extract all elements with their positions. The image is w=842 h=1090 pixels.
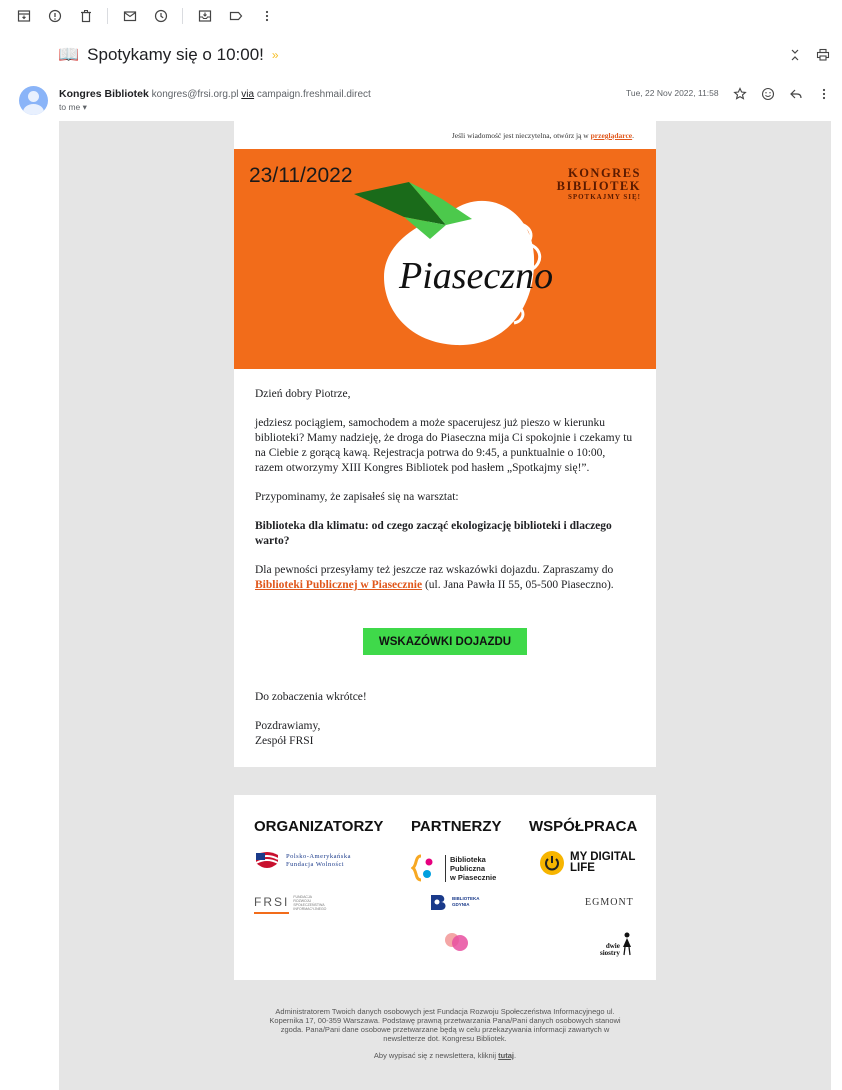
- banner-city: Piaseczno: [399, 255, 554, 297]
- bp-line-3: w Piasecznie: [450, 872, 497, 882]
- frsi-line-3: SPOŁECZEŃSTWA: [293, 903, 325, 907]
- cooperation-heading: WSPÓŁPRACA: [529, 818, 638, 835]
- sisters-figure-icon: [621, 931, 635, 957]
- bg-gdynia-logo[interactable]: [429, 893, 480, 911]
- bp-brace-icon: [411, 853, 441, 883]
- notice-text: Jeśli wiadomość jest nieczytelna, otwórz ją w: [451, 131, 591, 140]
- paragraph-directions: [255, 563, 635, 593]
- paragraph-reminder: Przypominamy, że zapisałeś się na warsztat:: [255, 491, 459, 503]
- unsubscribe-text: Aby wypisać się z newslettera, kliknij: [373, 1051, 499, 1060]
- sender-line: [59, 88, 371, 100]
- partners-heading: PARTNERZY: [411, 818, 502, 835]
- unsubscribe-line: [262, 1051, 628, 1060]
- organizers-heading: ORGANIZATORZY: [254, 818, 384, 835]
- mark-unread-icon[interactable]: [122, 8, 138, 24]
- mdl-line-2: LIFE: [570, 862, 595, 874]
- regards-text: Pozdrawiamy,: [255, 720, 321, 732]
- partner-circles-icon: [441, 931, 471, 953]
- bp-line-1: Biblioteka: [450, 854, 486, 864]
- my-digital-life-logo[interactable]: [539, 850, 635, 876]
- via-link[interactable]: via: [241, 89, 255, 100]
- banner-date: 23/11/2022: [249, 164, 353, 187]
- archive-icon[interactable]: [16, 8, 32, 24]
- unsubscribe-end: .: [513, 1051, 517, 1060]
- bg-line-2: GDYNIA: [452, 902, 470, 907]
- toolbar-divider: [107, 8, 108, 24]
- via-domain: campaign.freshmail.direct: [256, 89, 371, 100]
- frsi-abbr: FRSI: [254, 895, 289, 914]
- privacy-notice: Administratorem Twoich danych osobowych jest Fundacja Rozwoju Społeczeństwa Informacyjnego ul. Kopernika 17, 00-359 Warszawa. Podstawę prawną przetwarzania Pana/Pani danych osobowych stanowi zgoda. Pana/Pani dane osobowe przetwarzane będą w celu przekazywania informacji zawartych w newsletterze dot. Kongresu Bibliotek.: [269, 1007, 621, 1043]
- toolbar: [0, 0, 842, 32]
- brand-line-1: KONGRES: [567, 166, 641, 180]
- greeting: Dzień dobry Piotrze,: [255, 388, 351, 400]
- subject-actions: [788, 48, 830, 67]
- frsi-line-2: ROZWOJU: [293, 899, 312, 903]
- chevron-down-icon: ▾: [82, 102, 87, 112]
- subject-text: Spotykamy się o 10:00!: [87, 45, 264, 64]
- bp-piaseczno-logo[interactable]: [411, 853, 496, 883]
- bg-gdynia-icon: [429, 893, 449, 911]
- kongres-logo: [557, 167, 641, 201]
- recipient-label: to me: [59, 102, 81, 112]
- recipient-toggle[interactable]: [59, 102, 87, 113]
- label-icon[interactable]: [228, 8, 244, 24]
- frsi-logo[interactable]: [254, 895, 326, 914]
- collapse-all-icon[interactable]: [788, 48, 802, 67]
- banner-image: [234, 149, 656, 369]
- power-icon: [539, 850, 565, 876]
- emoji-reaction-icon[interactable]: [761, 87, 775, 106]
- importance-marker-icon[interactable]: »: [271, 48, 279, 62]
- signoff: [255, 690, 367, 749]
- star-icon[interactable]: [733, 87, 747, 106]
- directions-text: Dla pewności przesyłamy też jeszcze raz wskazówki dojazdu. Zapraszamy do: [255, 564, 614, 576]
- newsletter-card: [234, 121, 656, 767]
- pafw-line-1: Polsko-Amerykańska: [286, 853, 351, 860]
- email-date: Tue, 22 Nov 2022, 11:58: [626, 88, 719, 98]
- browser-notice: [234, 131, 634, 140]
- message-actions: [733, 87, 831, 106]
- more-icon[interactable]: [817, 87, 831, 106]
- pafw-logo[interactable]: [254, 851, 351, 871]
- library-link[interactable]: Biblioteki Publicznej w Piasecznie: [255, 579, 423, 591]
- email-content: [255, 387, 635, 607]
- team-name: Zespół FRSI: [255, 735, 314, 747]
- frsi-line-4: INFORMACYJNEGO: [293, 907, 327, 911]
- newsletter-footer: [262, 1007, 628, 1060]
- paragraph-intro: jedziesz pociągiem, samochodem a może spacerujesz już pieszo w kierunku biblioteki? Mamy nadzieję, że droga do Piaseczna mija Ci spokojnie i czekamy tu na Ciebie z gorącą kawą. Rejestracja potrwa do 9:45, a punktualnie o 10:00, razem otworzymy XIII Kongres Bibliotek pod hasłem „Spotkajmy się!”.: [255, 417, 633, 474]
- toolbar-divider: [182, 8, 183, 24]
- print-icon[interactable]: [816, 48, 830, 67]
- mdl-line-1: MY DIGITAL: [570, 850, 636, 863]
- sender-email: kongres@frsi.org.pl: [151, 89, 239, 100]
- dwie-line-2: siostry: [600, 949, 620, 957]
- snooze-icon[interactable]: [153, 8, 169, 24]
- workshop-title: Biblioteka dla klimatu: od czego zacząć ekologizację biblioteki i dlaczego warto?: [255, 520, 612, 547]
- egmont-logo[interactable]: EGMONT: [585, 897, 634, 908]
- sponsors-card: [234, 795, 656, 980]
- bg-line-1: BIBLIOTEKA: [452, 896, 480, 901]
- see-you-text: Do zobaczenia wkrótce!: [255, 691, 367, 703]
- book-icon: 📖: [58, 45, 80, 64]
- browser-link[interactable]: przeglądarce: [590, 131, 633, 140]
- report-spam-icon[interactable]: [47, 8, 63, 24]
- partner-circles-logo[interactable]: [441, 931, 471, 958]
- sender-name[interactable]: Kongres Bibliotek: [59, 88, 149, 100]
- more-icon[interactable]: [259, 8, 275, 24]
- pafw-flag-icon: [254, 851, 280, 871]
- email-subject: [58, 45, 279, 65]
- notice-end: .: [632, 131, 634, 140]
- frsi-line-1: FUNDACJA: [293, 895, 313, 899]
- brand-line-2: BIBLIOTEK: [556, 178, 641, 193]
- pafw-line-2: Fundacja Wolności: [286, 861, 345, 868]
- delete-icon[interactable]: [78, 8, 94, 24]
- dwie-siostry-logo[interactable]: [600, 929, 635, 957]
- unsubscribe-link[interactable]: tutaj: [498, 1051, 514, 1060]
- directions-address: (ul. Jana Pawła II 55, 05-500 Piaseczno).: [422, 579, 614, 591]
- directions-button[interactable]: WSKAZÓWKI DOJAZDU: [363, 628, 527, 655]
- dwie-line-1: dwie: [605, 942, 620, 950]
- brand-tagline: SPOTKAJMY SIĘ!: [567, 193, 641, 201]
- reply-icon[interactable]: [789, 87, 803, 106]
- move-to-icon[interactable]: [197, 8, 213, 24]
- bp-line-2: Publiczna: [450, 863, 486, 873]
- sender-avatar[interactable]: [19, 86, 48, 115]
